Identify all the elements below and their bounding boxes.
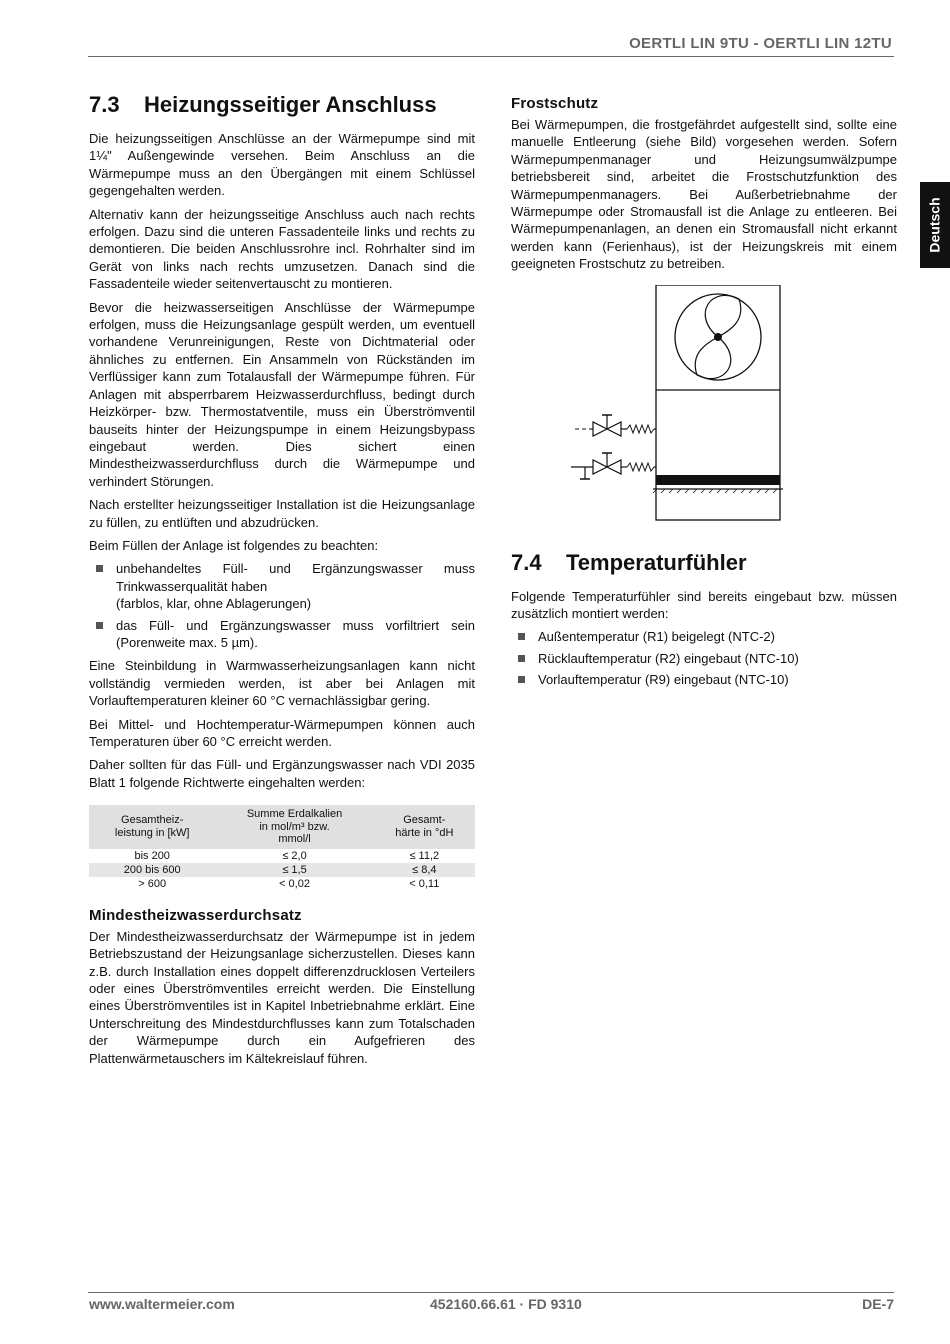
heat-pump-drain-illustration: [571, 285, 786, 525]
paragraph: Der Mindestheizwasserdurchsatz der Wärmepumpe ist in jedem Betriebszustand der Heizungsanlage sicherzustellen. Dieses kann z.B. durch Installation eines doppelt differenzdrucklosen Verteilers oder eines Überströmventiles erreicht werden. Die Einstellung eines Überströmventiles ist in Kapitel Inbetriebnahme erklärt. Eine Unterschreitung des Mindestdurchflusses kann zum Totalschaden der Wärmepumpe durch ein Aufgefrieren des Plattenwärmetauschers im Kältekreislauf führen.: [89, 928, 475, 1066]
list-item-note: (farblos, klar, ohne Ablagerungen): [116, 596, 312, 612]
paragraph: Alternativ kann der heizungsseitige Anschluss auch nach rechts erfolgen. Dazu sind die unteren Fassadenteile links und rechts zu demontieren. Die beiden Anschlussrohre incl. Rohrhalter sind im Gerät von links nach rechts umzusetzen. Danach sind die Fassadenteile wieder seitenvertauscht zu montieren.: [89, 206, 475, 292]
paragraph: Eine Steinbildung in Warmwasserheizungsanlagen kann nicht vollständig vermieden werden, ist aber bei Anlagen mit Vorlauftemperaturen kleiner 60 °C vernachlässigbar gering.: [89, 658, 475, 709]
footer-divider: [88, 1292, 894, 1293]
header-divider: [88, 56, 894, 57]
footer-website: www.waltermeier.com: [89, 1296, 235, 1312]
language-tab: [920, 182, 950, 268]
list-item: unbehandeltes Füll- und Ergänzungswasser muss Trinkwasserqualität haben (farblos, klar, ohne Ablagerungen): [89, 560, 475, 612]
table-row: bis 200 ≤ 2,0 ≤ 11,2: [134, 849, 440, 862]
paragraph: Daher sollten für das Füll- und Ergänzungswasser nach VDI 2035 Blatt 1 folgende Richtwerte eingehalten werden:: [89, 757, 475, 790]
column-header-power: Gesamtheiz- leistung in [kW]: [89, 805, 215, 849]
paragraph: Beim Füllen der Anlage ist folgendes zu beachten:: [89, 537, 379, 553]
footer-doc-number: 452160.66.61 · FD 9310: [430, 1296, 582, 1312]
section-title: Temperaturfühler: [566, 549, 747, 575]
paragraph: Bei Mittel- und Hochtemperatur-Wärmepumpen können auch Temperaturen über 60 °C erreicht werden.: [89, 716, 475, 749]
water-guideline-table: [89, 805, 475, 891]
frostschutz-heading: Frostschutz: [511, 95, 599, 112]
paragraph: Folgende Temperaturfühler sind bereits eingebaut bzw. müssen zusätzlich montiert werden:: [511, 588, 897, 622]
document-header-title: OERTLI LIN 9TU - OERTLI LIN 12TU: [629, 35, 892, 52]
footer-page-number: DE-7: [862, 1296, 894, 1312]
square-bullet-icon: [96, 565, 103, 572]
section-number: 7.4: [511, 549, 542, 575]
square-bullet-icon: [518, 676, 525, 683]
list-item: Außentemperatur (R1) beigelegt (NTC-2): [511, 628, 897, 645]
paragraph: Die heizungsseitigen Anschlüsse an der Wärmepumpe sind mit 1¼" Außengewinde versehen. Beim Anschluss an die Wärmepumpe muss an den Übergängen mit einem Schlüssel gegengehalten werden.: [89, 131, 475, 199]
drain-diagram: [571, 285, 897, 530]
section-7-3-heading: [89, 92, 475, 118]
paragraph: Nach erstellter heizungsseitiger Installation ist die Heizungsanlage zu füllen, zu entlüften und abzudrücken.: [89, 497, 475, 530]
square-bullet-icon: [518, 655, 525, 662]
section-number: 7.3: [89, 92, 120, 117]
language-tab-label: Deutsch: [927, 197, 944, 253]
subsection-heading: Mindestheizwasserdurchsatz: [89, 906, 302, 924]
list-item: Vorlauftemperatur (R9) eingebaut (NTC-10): [511, 671, 897, 688]
list-item: Rücklauftemperatur (R2) eingebaut (NTC-10): [511, 650, 897, 667]
column-header-alkali: Summe Erdalkalien in mol/m³ bzw. mmol/l: [215, 805, 373, 849]
paragraph: Bei Wärmepumpen, die frostgefährdet aufgestellt sind, sollte eine manuelle Entleerung (siehe Bild) vorgesehen werden. Sofern Wärmepumpenmanager und Heizungsumwälzpumpe betriebsbereit sind, arbeitet die Frostschutzfunktion des Wärmepumpenmanagers. Bei Außerbetriebnahme der Wärmepumpe oder Stromausfall ist die Anlage zu entleeren. Bei Wärmepumpenanlagen, an denen ein Stromausfall nicht erkannt werden kann (Ferienhaus), ist der Heizungskreis mit einem geeigneten Frostschutz zu betreiben.: [511, 117, 897, 272]
right-column: [511, 95, 897, 695]
table-row: 200 bis 600 ≤ 1,5 ≤ 8,4: [89, 863, 475, 877]
table-row: > 600 < 0,02 < 0,11: [138, 877, 440, 890]
list-item: das Füll- und Ergänzungswasser muss vorfiltriert sein (Porenweite max. 5 µm).: [89, 617, 475, 652]
sensor-list: [511, 628, 897, 688]
left-column: [89, 92, 475, 1073]
square-bullet-icon: [518, 633, 525, 640]
square-bullet-icon: [96, 622, 103, 629]
section-7-4-heading: [511, 550, 897, 576]
filling-requirements-list: [89, 560, 475, 651]
section-title: Heizungsseitiger Anschluss: [144, 92, 437, 117]
paragraph: Bevor die heizwasserseitigen Anschlüsse der Wärmepumpe erfolgen, muss die Heizungsanlage gespült werden, um eventuell vorhandene Verunreinigungen, Reste von Dichtmaterial oder ähnliches zu entfernen. Ein Ansammeln von Rückständen im Verflüssiger kann zum Totalausfall der Wärmepumpe führen. Für Anlagen mit absperrbarem Heizwasserdurchfluss, bedingt durch Heizkörper- bzw. Thermostatventile, muss ein Überströmventil bauseits hinter der Heizungspumpe in einem Heizungsbypass eingebaut werden. Dies sichert einen Mindestheizwasserdurchfluss durch die Wärmepumpe und verhindert Störungen.: [89, 299, 475, 489]
column-header-hardness: Gesamt- härte in °dH: [374, 805, 475, 849]
table-header-row: [89, 805, 475, 849]
